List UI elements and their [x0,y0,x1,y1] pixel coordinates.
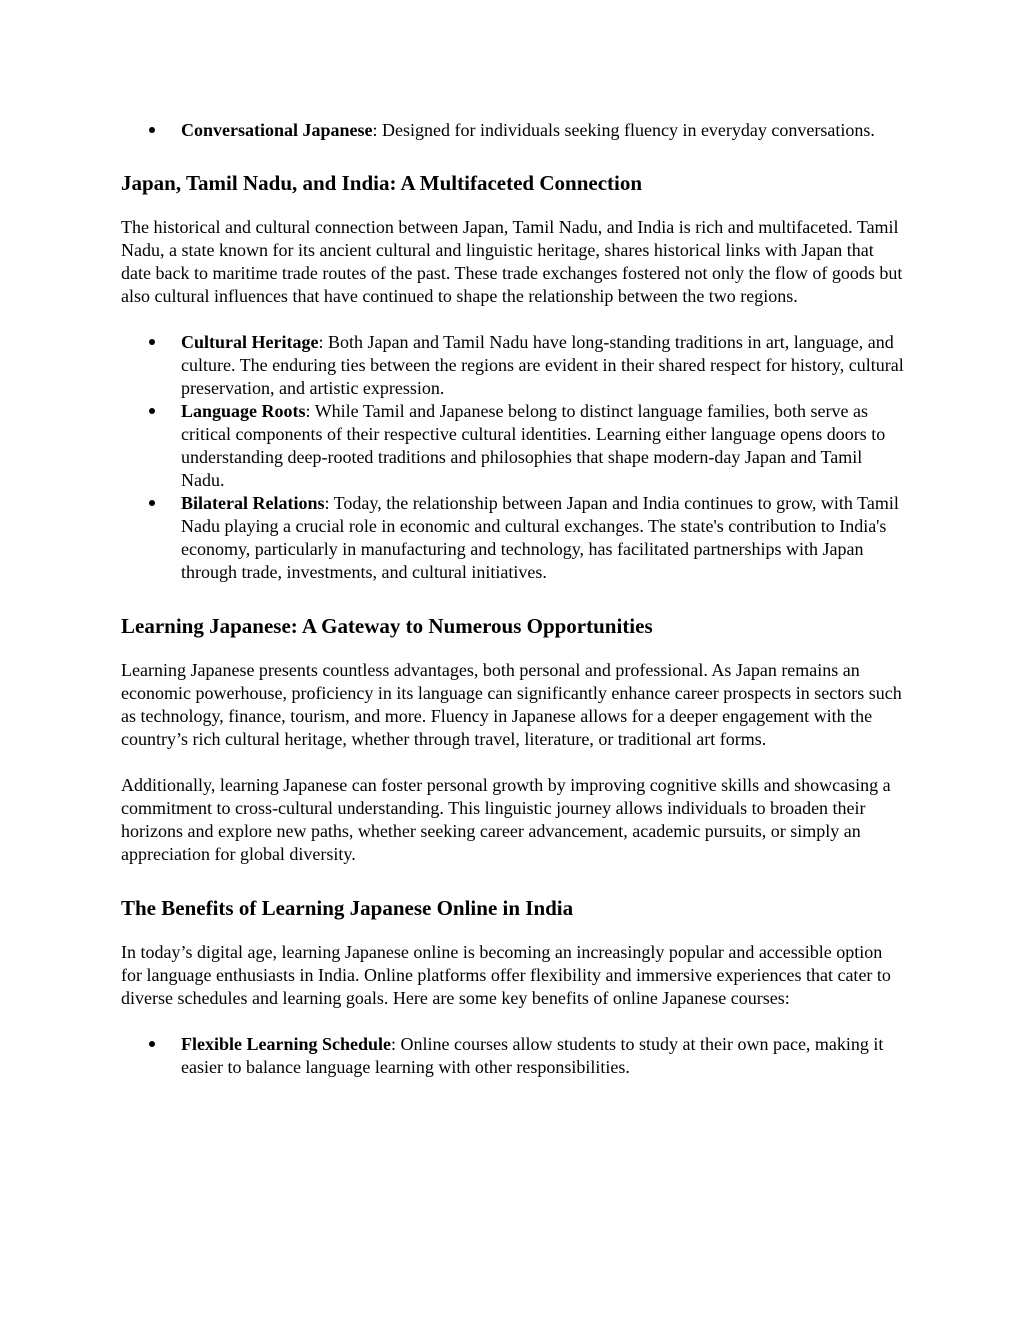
section-heading-online: The Benefits of Learning Japanese Online in India [121,896,574,920]
bullet-icon [149,1041,155,1047]
list-item [121,400,905,492]
bullet-term: Bilateral Relations [181,493,325,513]
paragraph-online: In today’s digital age, learning Japanese online is becoming an increasingly popular and accessible option for language enthusiasts in India. Online platforms offer flexibility and immersive experiences that cater to diverse schedules and learning goals. Here are some key benefits of online Japanese courses: [121,942,891,1008]
online-bullet-list [121,1033,905,1079]
bullet-icon [149,127,155,133]
bullet-icon [149,339,155,345]
connection-bullet-list [121,331,905,584]
list-item [121,1033,905,1079]
bullet-term: Flexible Learning Schedule [181,1034,392,1054]
list-item [121,492,905,584]
document-page [121,119,905,1102]
bullet-icon [149,500,155,506]
paragraph-connection: The historical and cultural connection between Japan, Tamil Nadu, and India is rich and multifaceted. Tamil Nadu, a state known for its ancient cultural and linguistic heritage, shares historical links with Japan that date back to maritime trade routes of the past. These trade exchanges fostered not only the flow of goods but also cultural influences that have continued to shape the relationship between the two regions. [121,217,903,306]
list-item [121,331,905,400]
bullet-icon [149,408,155,414]
bullet-text: : While Tamil and Japanese belong to distinct language families, both serve as critical components of their respective cultural identities. Learning either language opens doors to understanding deep-rooted traditions and philosophies that shape modern-day Japan and Tamil Nadu. [181,401,886,490]
bullet-text: : Designed for individuals seeking fluency in everyday conversations. [372,120,875,140]
bullet-text: : Both Japan and Tamil Nadu have long-standing traditions in art, language, and culture. The enduring ties between the regions are evident in their shared respect for history, cultural preservation, and artistic expression. [181,332,904,398]
paragraph-gateway-2: Additionally, learning Japanese can foster personal growth by improving cognitive skills and showcasing a commitment to cross-cultural understanding. This linguistic journey allows individuals to broaden their horizons and explore new paths, whether seeking career advancement, academic pursuits, or simply an appreciation for global diversity. [121,775,891,864]
list-item [121,119,905,142]
bullet-text: : Online courses allow students to study at their own pace, making it easier to balance language learning with other responsibilities. [181,1034,884,1077]
bullet-text: : Today, the relationship between Japan and India continues to grow, with Tamil Nadu playing a crucial role in economic and cultural exchanges. The state's contribution to India's economy, particularly in manufacturing and technology, has facilitated partnerships with Japan through trade, investments, and cultural initiatives. [181,493,899,582]
section-heading-connection: Japan, Tamil Nadu, and India: A Multifaceted Connection [121,171,643,195]
intro-bullet-list [121,119,905,142]
bullet-term: Language Roots [181,401,306,421]
bullet-term: Conversational Japanese [181,120,373,140]
bullet-term: Cultural Heritage [181,332,319,352]
paragraph-gateway-1: Learning Japanese presents countless advantages, both personal and professional. As Japan remains an economic powerhouse, proficiency in its language can significantly enhance career prospects in sectors such as technology, finance, tourism, and more. Fluency in Japanese allows for a deeper engagement with the country’s rich cultural heritage, whether through travel, literature, or traditional art forms. [121,660,902,749]
section-heading-gateway: Learning Japanese: A Gateway to Numerous Opportunities [121,614,653,638]
